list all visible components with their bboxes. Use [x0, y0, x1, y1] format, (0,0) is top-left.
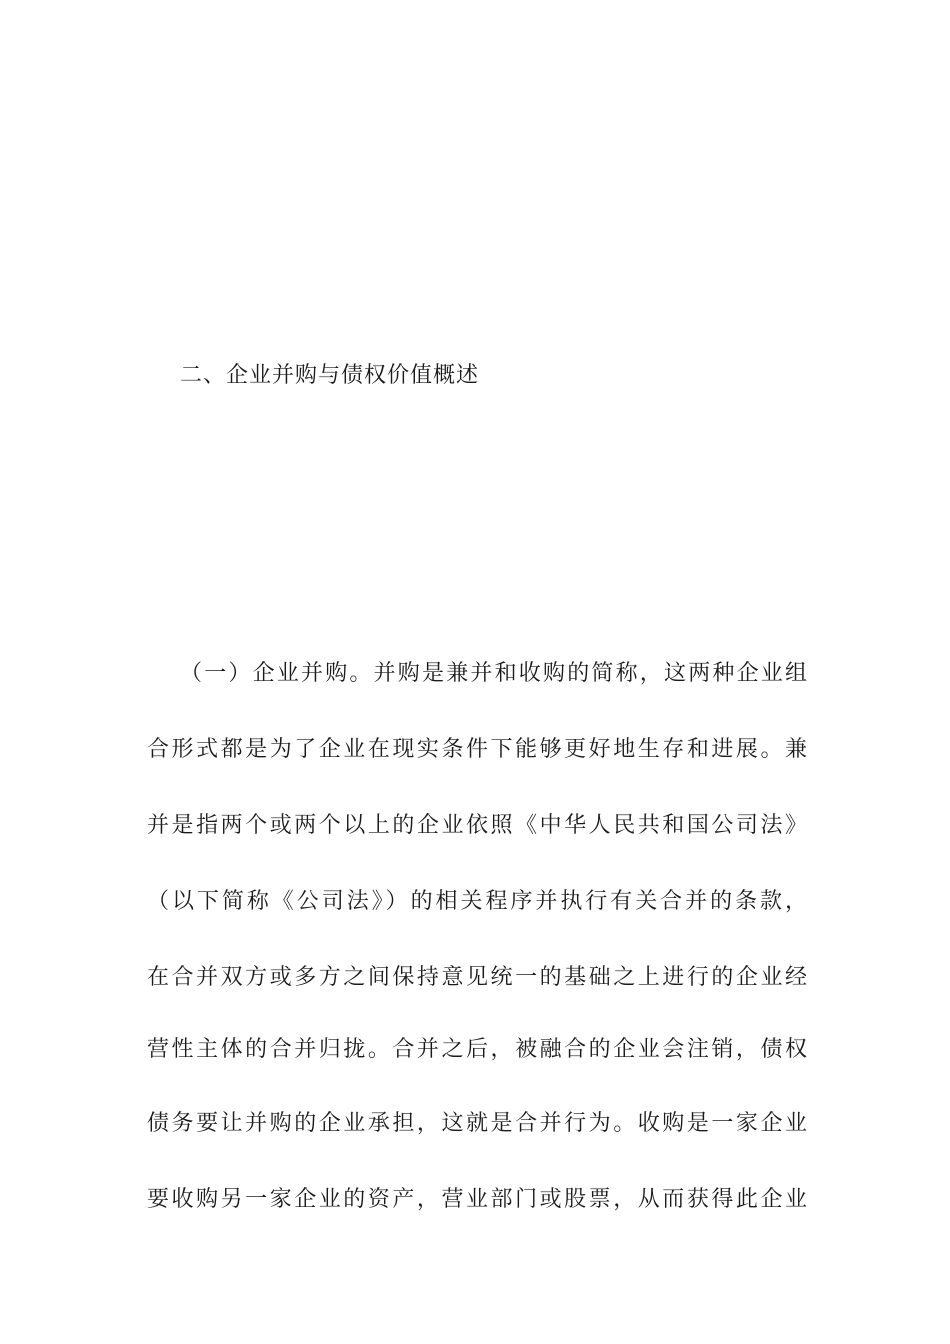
paragraph-line: （一）企业并购。并购是兼并和收购的简称，这两种企业组	[180, 661, 807, 686]
paragraph-line: 在合并双方或多方之间保持意见统一的基础之上进行的企业经	[147, 965, 807, 990]
paragraph-line: 营性主体的合并归拢。合并之后，被融合的企业会注销，债权	[147, 1037, 807, 1062]
paragraph-line: （以下简称《公司法》）的相关程序并执行有关合并的条款，	[147, 889, 807, 914]
paragraph-line: 要收购另一家企业的资产，营业部门或股票，从而获得此企业	[147, 1187, 807, 1212]
section-heading: 二、企业并购与债权价值概述	[180, 363, 480, 388]
paragraph-line: 债务要让并购的企业承担，这就是合并行为。收购是一家企业	[147, 1111, 807, 1136]
paragraph-line: 合形式都是为了企业在现实条件下能够更好地生存和进展。兼	[147, 737, 807, 762]
paragraph-line: 并是指两个或两个以上的企业依照《中华人民共和国公司法》	[147, 813, 807, 838]
